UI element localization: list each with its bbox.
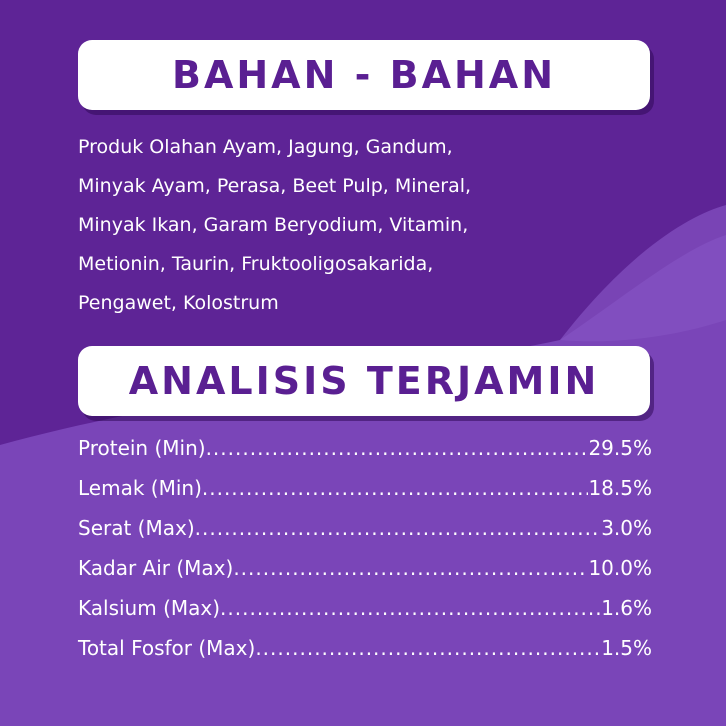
analysis-header (78, 346, 650, 416)
ingredients-list (78, 128, 668, 323)
analysis-row-name: Lemak (Min) (78, 476, 202, 500)
ingredients-line: Produk Olahan Ayam, Jagung, Gandum, (78, 136, 453, 158)
analysis-row-value: 29.5% (588, 436, 652, 460)
ingredients-line: Metionin, Taurin, Fruktooligosakarida, (78, 253, 434, 275)
ingredients-line: Minyak Ikan, Garam Beryodium, Vitamin, (78, 214, 469, 236)
dot-leader (220, 596, 601, 620)
ingredients-title: BAHAN - BAHAN (171, 53, 556, 97)
ingredients-line: Pengawet, Kolostrum (78, 292, 279, 314)
analysis-table (78, 436, 652, 676)
analysis-row-value: 3.0% (601, 516, 652, 540)
dot-leader (202, 476, 589, 500)
analysis-row-fiber (78, 516, 652, 556)
ingredients-line: Minyak Ayam, Perasa, Beet Pulp, Mineral, (78, 175, 472, 197)
ingredients-header (78, 40, 650, 110)
analysis-row-name: Total Fosfor (Max) (78, 636, 256, 660)
analysis-title: ANALISIS TERJAMIN (128, 359, 600, 403)
analysis-row-value: 10.0% (588, 556, 652, 580)
analysis-row-name: Kadar Air (Max) (78, 556, 234, 580)
analysis-row-value: 1.5% (601, 636, 652, 660)
analysis-row-phosphorus (78, 636, 652, 676)
analysis-row-value: 1.6% (601, 596, 652, 620)
analysis-row-value: 18.5% (588, 476, 652, 500)
analysis-row-fat (78, 476, 652, 516)
dot-leader (195, 516, 602, 540)
analysis-row-name: Serat (Max) (78, 516, 195, 540)
analysis-row-name: Protein (Min) (78, 436, 206, 460)
analysis-row-moisture (78, 556, 652, 596)
analysis-row-protein (78, 436, 652, 476)
analysis-row-calcium (78, 596, 652, 636)
dot-leader (233, 556, 588, 580)
dot-leader (206, 436, 589, 460)
dot-leader (255, 636, 601, 660)
analysis-row-name: Kalsium (Max) (78, 596, 221, 620)
